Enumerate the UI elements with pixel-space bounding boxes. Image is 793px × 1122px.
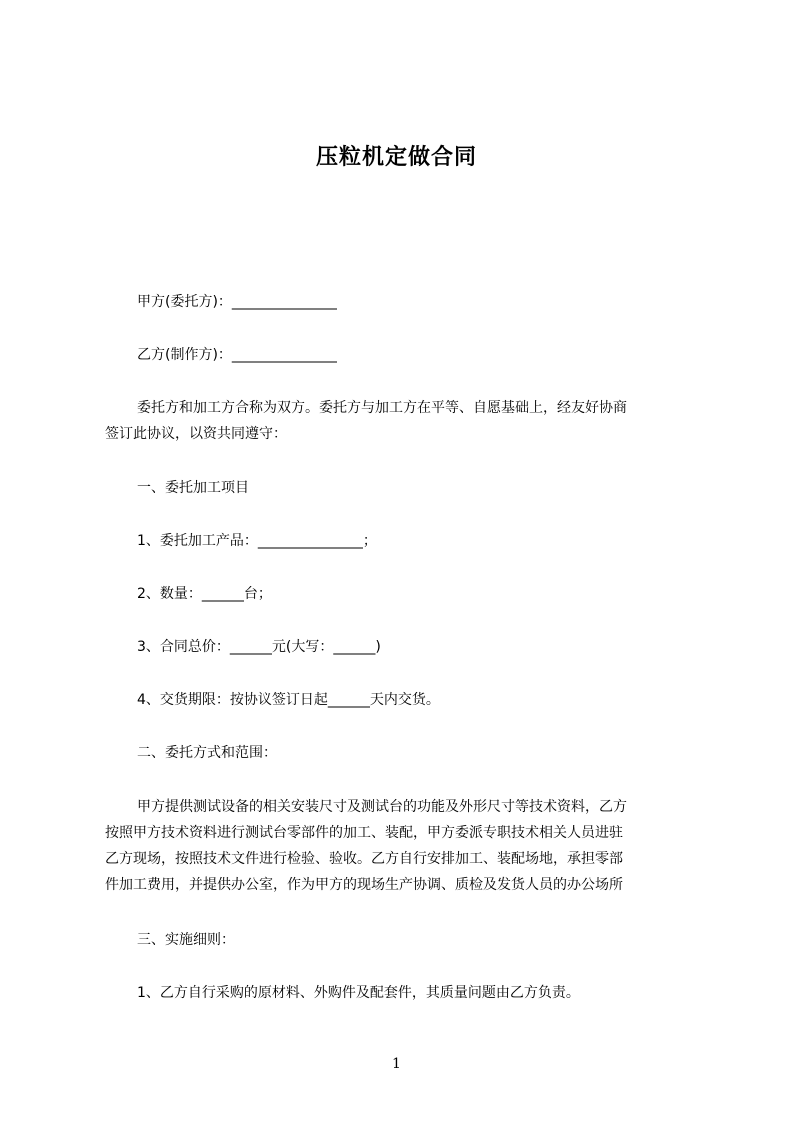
item-1-product: 1、委托加工产品：_______________； [137,533,377,549]
item-4-delivery: 4、交货期限：按协议签订日起______天内交货。 [137,692,440,708]
section-3-item-1: 1、乙方自行采购的原材料、外购件及配套件，其质量问题由乙方负责。 [137,985,580,1001]
section-heading-3: 三、实施细则： [137,932,235,948]
section-2-paragraph [105,794,702,898]
section-2-line: 甲方提供测试设备的相关安装尺寸及测试台的功能及外形尺寸等技术资料，乙方 [137,799,627,815]
page-number: 1 [392,1056,401,1072]
party-b-line: 乙方(制作方)：_______________ [137,347,337,363]
section-heading-1: 一、委托加工项目 [137,480,249,496]
intro-paragraph [105,395,702,447]
item-3-price: 3、合同总价：______元(大写：______) [137,639,381,655]
section-heading-2: 二、委托方式和范围： [137,745,277,761]
intro-line: 委托方和加工方合称为双方。委托方与加工方在平等、自愿基础上，经友好协商 [137,400,627,416]
section-2-line: 按照甲方技术资料进行测试台零部件的加工、装配，甲方委派专职技术相关人员进驻 [105,825,623,841]
item-2-quantity: 2、数量：______台； [137,586,272,602]
page-title: 压粒机定做合同 [315,145,477,170]
section-2-line: 乙方现场，按照技术文件进行检验、验收。乙方自行安排加工、装配场地，承担零部 [105,851,623,867]
party-a-line: 甲方(委托方)：_______________ [137,294,337,310]
section-2-line: 件加工费用，并提供办公室，作为甲方的现场生产协调、质检及发货人员的办公场所 [105,877,623,893]
intro-line: 签订此协议，以资共同遵守： [105,426,287,442]
